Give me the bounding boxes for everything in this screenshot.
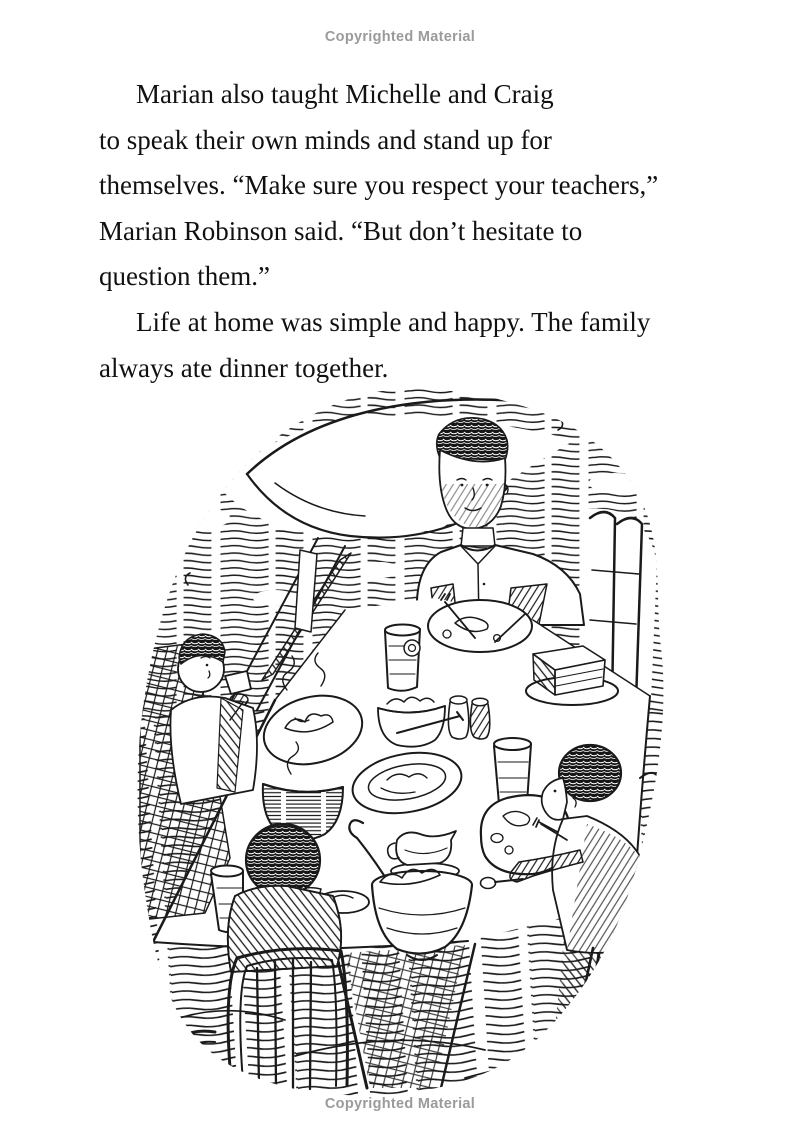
copyright-notice-top: Copyrighted Material [324,29,476,45]
text-line: always ate dinner together. [99,352,389,383]
body-text [99,72,711,391]
text-line: question them.” [99,261,270,292]
text-line: Marian Robinson said. “But don’t hesitate to [99,215,583,246]
dinner-illustration [135,388,665,1098]
text-line: Marian also taught Michelle and Craig [136,79,554,109]
text-line: themselves. “Make sure you respect your teachers,” [99,170,659,201]
text-line: to speak their own minds and stand up for [99,124,552,155]
illustration-scene [135,388,665,1098]
text-line: Life at home was simple and happy. The family [136,306,651,337]
copyright-notice-bottom: Copyrighted Material [324,1096,476,1112]
paragraph-2 [99,300,711,391]
mother-chair [555,948,655,1094]
glass-tumbler-center [385,625,420,691]
paragraph-1 [99,72,711,300]
